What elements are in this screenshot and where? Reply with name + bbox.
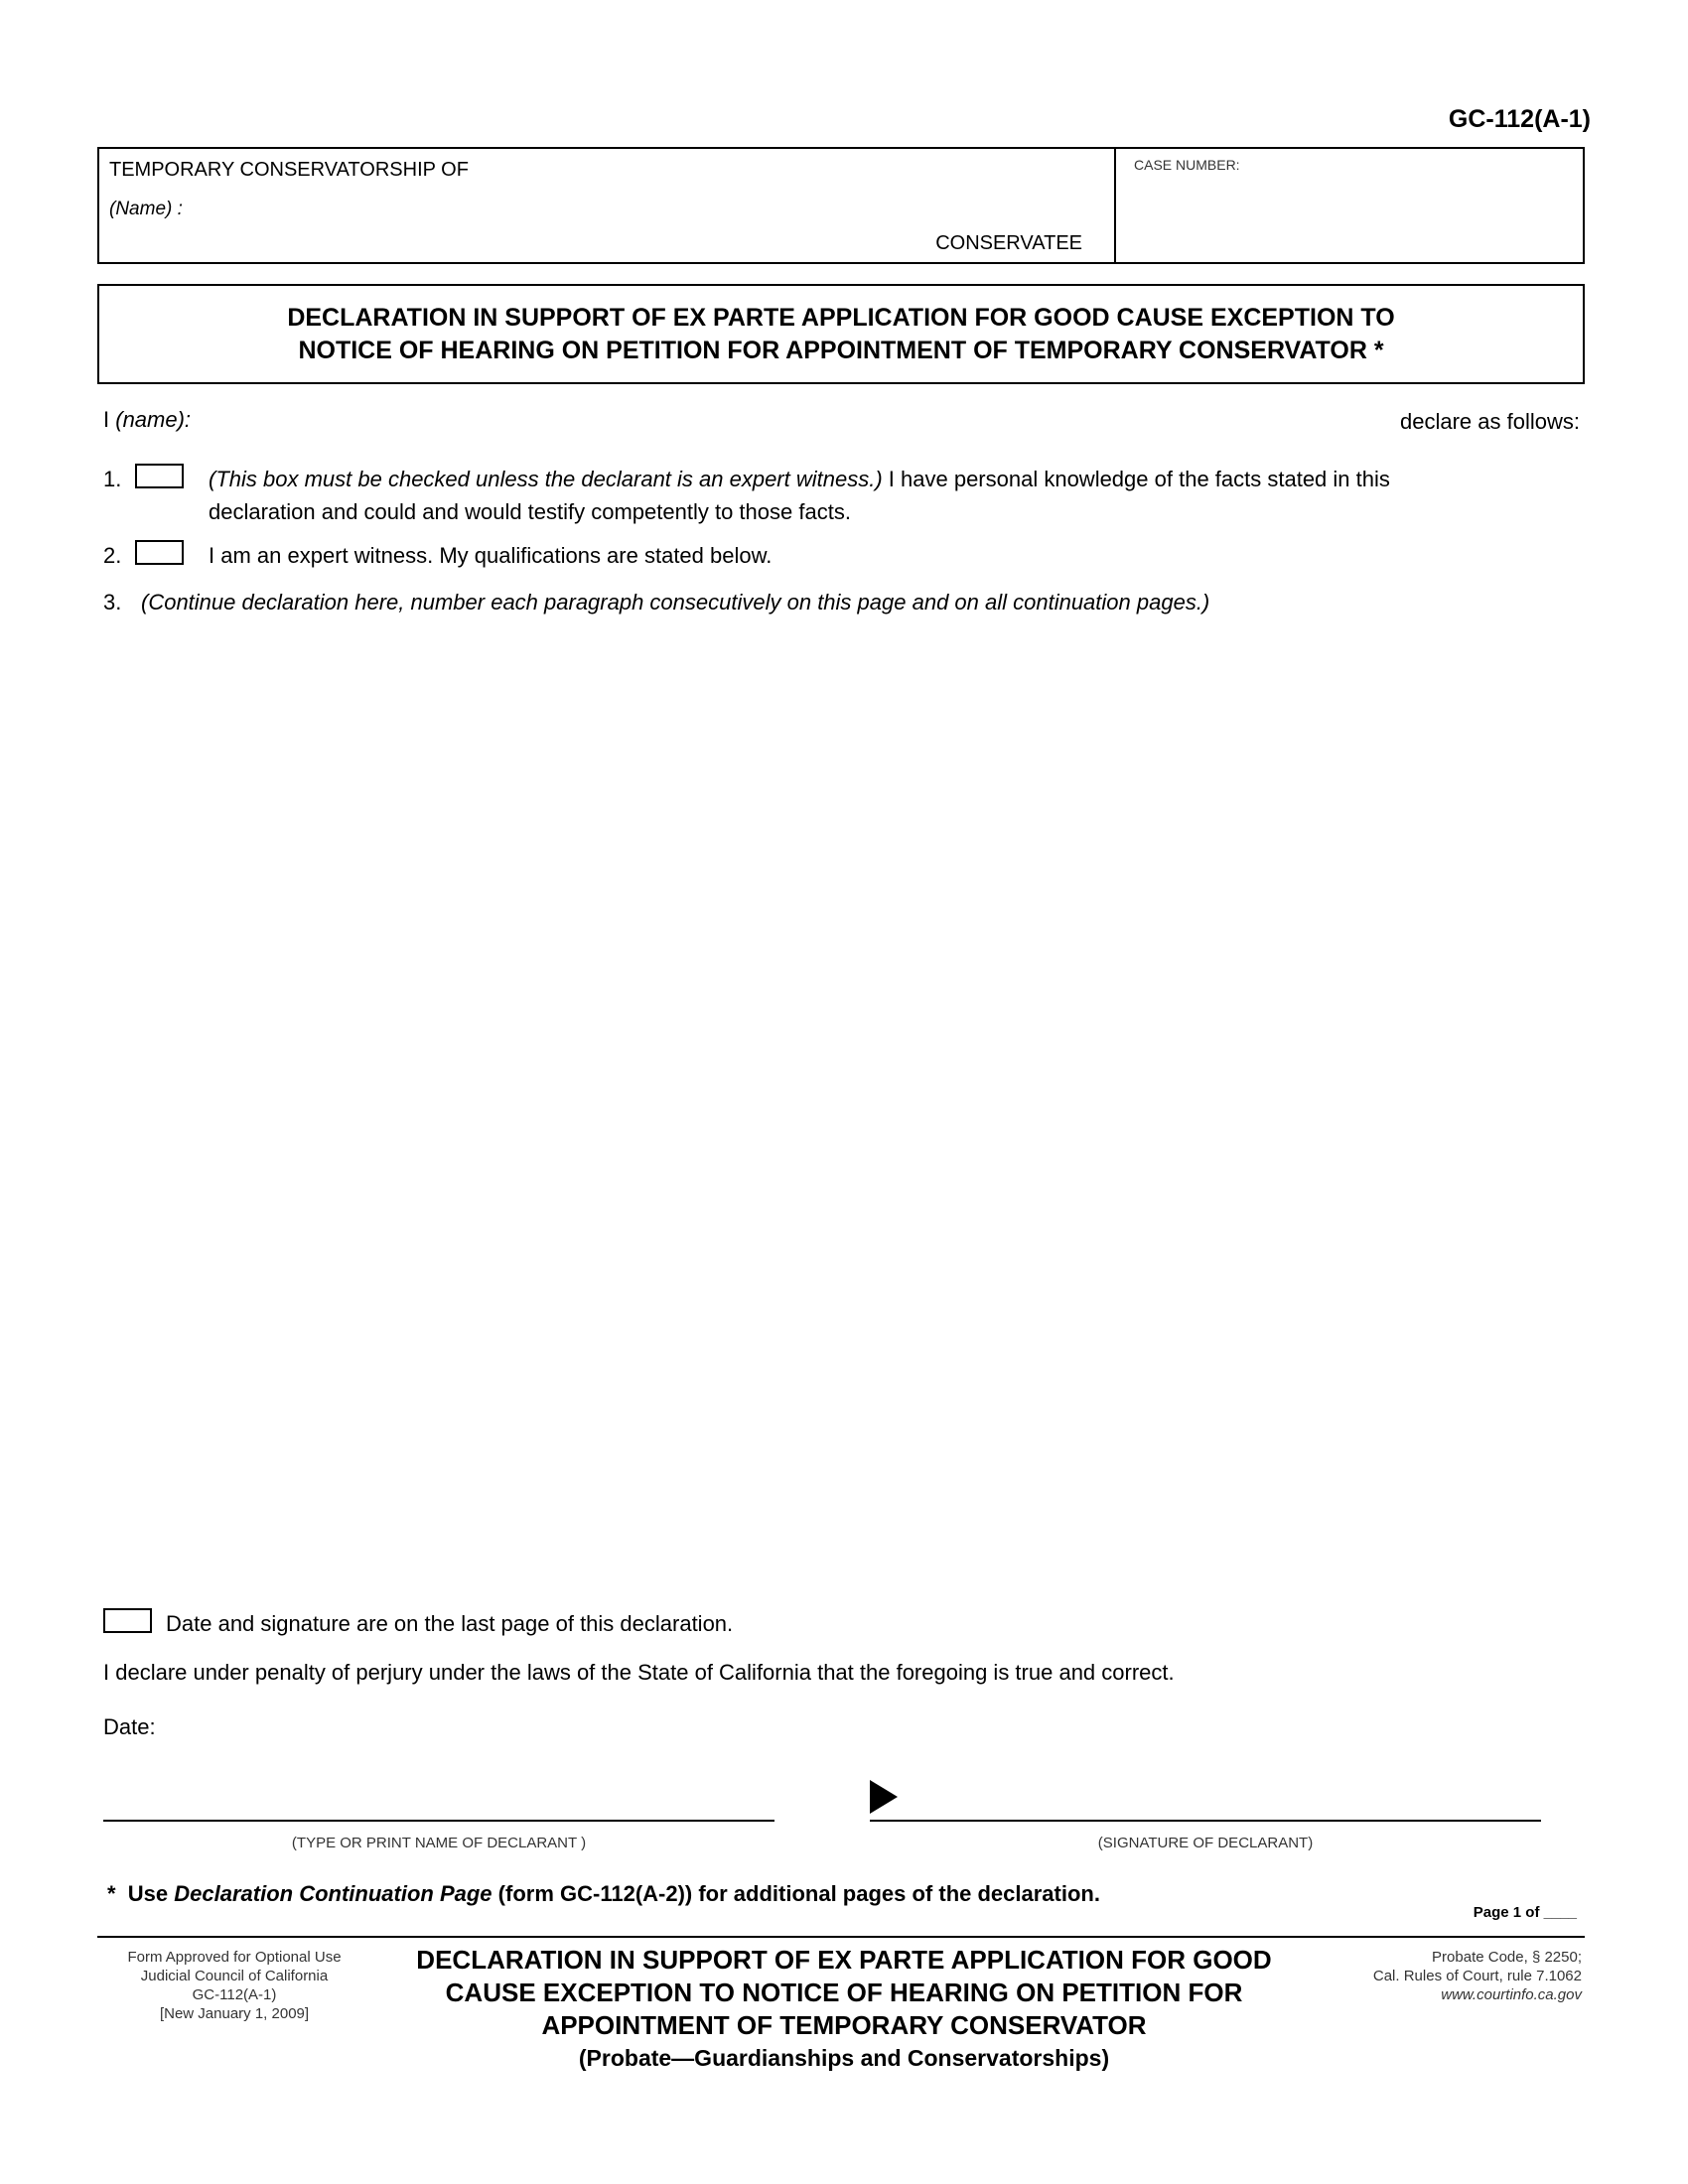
- declaration-body-area[interactable]: [97, 625, 1585, 1598]
- footer-rule: [97, 1936, 1585, 1938]
- footer-title-line: APPOINTMENT OF TEMPORARY CONSERVATOR: [541, 2010, 1147, 2040]
- page-indicator: [1474, 1904, 1577, 1921]
- form-title-box: [97, 284, 1585, 384]
- date-signature-last-page-checkbox[interactable]: [103, 1608, 152, 1633]
- item-2-number: 2.: [103, 543, 122, 568]
- item-1-text-line-2: declaration and could and would testify competently to those facts.: [209, 499, 851, 524]
- footer-title-line: CAUSE EXCEPTION TO NOTICE OF HEARING ON PETITION FOR: [445, 1978, 1243, 2007]
- footer-subtitle: (Probate—Guardianships and Conservatorships): [578, 2045, 1110, 2071]
- form-title-line-2: NOTICE OF HEARING ON PETITION FOR APPOINTMENT OF TEMPORARY CONSERVATOR *: [298, 336, 1384, 364]
- footer-form-info: [97, 1948, 371, 2023]
- item-1-statement: I have personal knowledge of the facts stated in this: [882, 467, 1390, 491]
- footnote-rest: (form GC-112(A-2)) for additional pages of the declaration.: [497, 1881, 1100, 1906]
- perjury-statement: I declare under penalty of perjury under the laws of the State of California that the foregoing is true and correct.: [103, 1660, 1175, 1685]
- declarant-name-line[interactable]: [103, 407, 191, 433]
- form-title-line-1: DECLARATION IN SUPPORT OF EX PARTE APPLICATION FOR GOOD CAUSE EXCEPTION TO: [287, 303, 1395, 332]
- signature-line-field[interactable]: [870, 1820, 1541, 1822]
- caption-party-section: [99, 149, 1116, 262]
- item-1-text: [209, 467, 1390, 492]
- case-number-field[interactable]: [1116, 149, 1583, 262]
- footer-left-line: GC-112(A-1): [192, 1986, 277, 2003]
- footer-legal-references: [1284, 1948, 1582, 2004]
- declare-as-follows: declare as follows:: [1400, 409, 1580, 434]
- footer-right-line: Cal. Rules of Court, rule 7.1062: [1372, 1968, 1582, 1984]
- name-caption: (TYPE OR PRINT NAME OF DECLARANT ): [291, 1835, 587, 1851]
- item-3-instruction: (Continue declaration here, number each paragraph consecutively on this page and on all continuation pages.): [141, 590, 1210, 614]
- item-2-text: I am an expert witness. My qualifications are stated below.: [209, 543, 773, 568]
- date-label: Date:: [103, 1714, 156, 1739]
- date-signature-last-page-text: Date and signature are on the last page of this declaration.: [166, 1611, 734, 1636]
- declarant-prefix: I: [103, 407, 110, 432]
- page-total-blank[interactable]: ____: [1543, 1904, 1577, 1921]
- item-3-number: 3.: [103, 590, 122, 614]
- footer-right-line: Probate Code, § 2250;: [1432, 1949, 1582, 1966]
- footer-left-line: Judicial Council of California: [140, 1968, 329, 1984]
- page-indicator-label: Page 1 of: [1473, 1904, 1540, 1921]
- caption-title: TEMPORARY CONSERVATORSHIP OF: [109, 159, 469, 181]
- footer-left-line: Form Approved for Optional Use: [127, 1949, 342, 1966]
- continuation-footnote: [107, 1881, 1100, 1907]
- footer-website-link[interactable]: www.courtinfo.ca.gov: [1441, 1986, 1582, 2003]
- footnote-star: *: [107, 1881, 116, 1906]
- form-number: GC-112(A-1): [1448, 105, 1591, 133]
- caption-box: [97, 147, 1585, 264]
- footnote-use: Use: [127, 1881, 169, 1906]
- footnote-form-title: Declaration Continuation Page: [174, 1881, 492, 1906]
- footer-title: [371, 1944, 1317, 2074]
- declarant-name-label: (name):: [115, 407, 192, 432]
- item-1-italic: (This box must be checked unless the declarant is an expert witness.): [209, 467, 883, 491]
- personal-knowledge-checkbox[interactable]: [135, 464, 184, 488]
- caption-party-role: CONSERVATEE: [935, 232, 1082, 254]
- case-number-label: CASE NUMBER:: [1134, 157, 1240, 173]
- footer-left-line: [New January 1, 2009]: [159, 2005, 310, 2022]
- item-1-number: 1.: [103, 467, 122, 491]
- conservatee-name-label[interactable]: (Name) :: [109, 199, 183, 219]
- expert-witness-checkbox[interactable]: [135, 540, 184, 565]
- footer-title-line: DECLARATION IN SUPPORT OF EX PARTE APPLICATION FOR GOOD: [416, 1945, 1272, 1975]
- signature-caption: (SIGNATURE OF DECLARANT): [1097, 1835, 1314, 1851]
- signature-arrow-icon: [870, 1780, 898, 1814]
- declarant-name-line-field[interactable]: [103, 1820, 774, 1822]
